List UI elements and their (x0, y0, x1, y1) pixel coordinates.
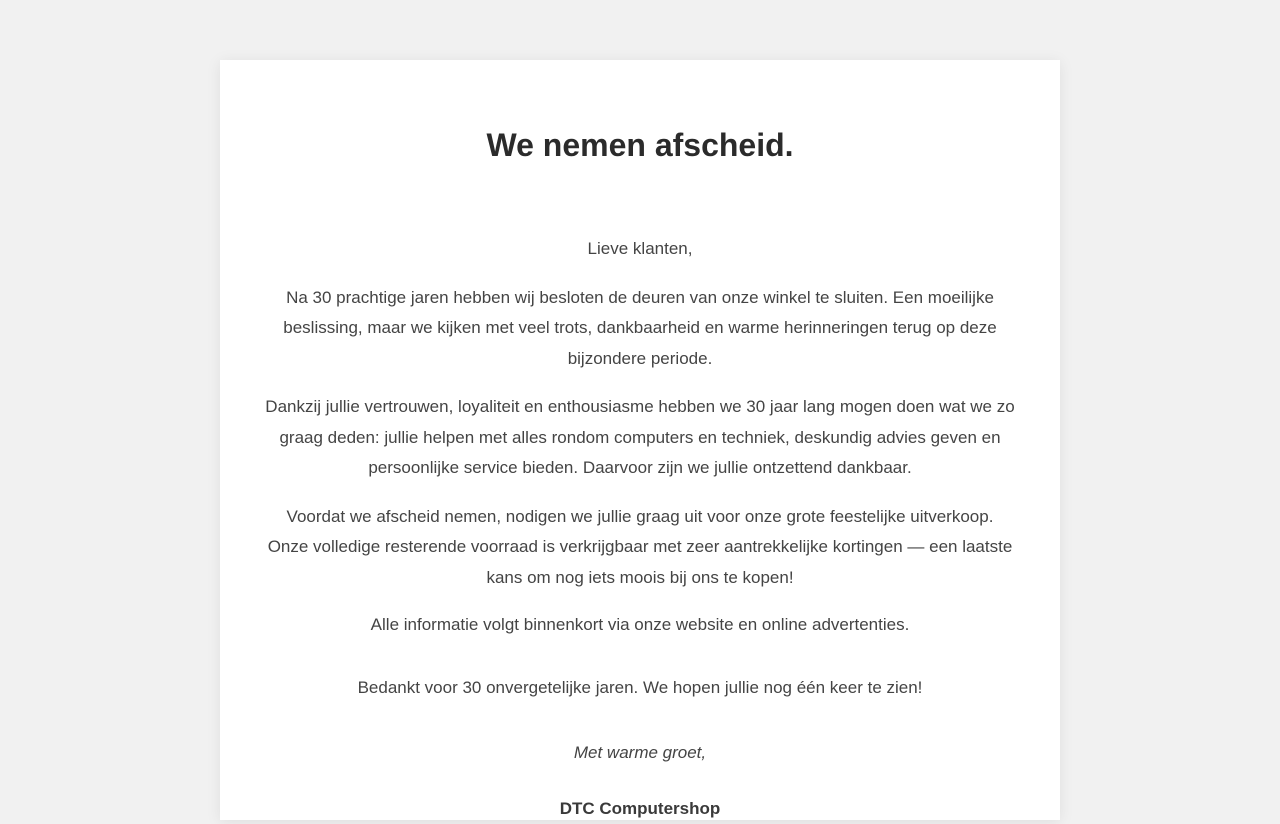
letter-closing: Met warme groet, (265, 738, 1015, 769)
letter-signature: DTC Computershop (265, 794, 1015, 824)
letter-greeting: Lieve klanten, (265, 234, 1015, 265)
letter-paragraph-closing-announcement: Na 30 prachtige jaren hebben wij besloten de deuren van onze winkel te sluiten. Een moeilijke beslissing, maar we kijken met veel trots, dankbaarheid en warme herinneringen terug op deze bijzondere periode. (265, 283, 1015, 375)
farewell-letter-card (220, 60, 1060, 820)
letter-thanks: Bedankt voor 30 onvergetelijke jaren. We hopen jullie nog één keer te zien! (265, 673, 1015, 704)
page-title: We nemen afscheid. (265, 126, 1015, 164)
letter-paragraph-sale-invitation: Voordat we afscheid nemen, nodigen we jullie graag uit voor onze grote feestelijke uitverkoop. Onze volledige resterende voorraad is verkrijgbaar met zeer aantrekkelijke kortingen — een laatste kans om nog iets moois bij ons te kopen! (265, 502, 1015, 594)
letter-paragraph-information: Alle informatie volgt binnenkort via onze website en online advertenties. (265, 610, 1015, 641)
letter-paragraph-gratitude: Dankzij jullie vertrouwen, loyaliteit en enthousiasme hebben we 30 jaar lang mogen doen wat we zo graag deden: jullie helpen met alles rondom computers en techniek, deskundig advies geven en persoonlijke service bieden. Daarvoor zijn we jullie ontzettend dankbaar. (265, 392, 1015, 484)
